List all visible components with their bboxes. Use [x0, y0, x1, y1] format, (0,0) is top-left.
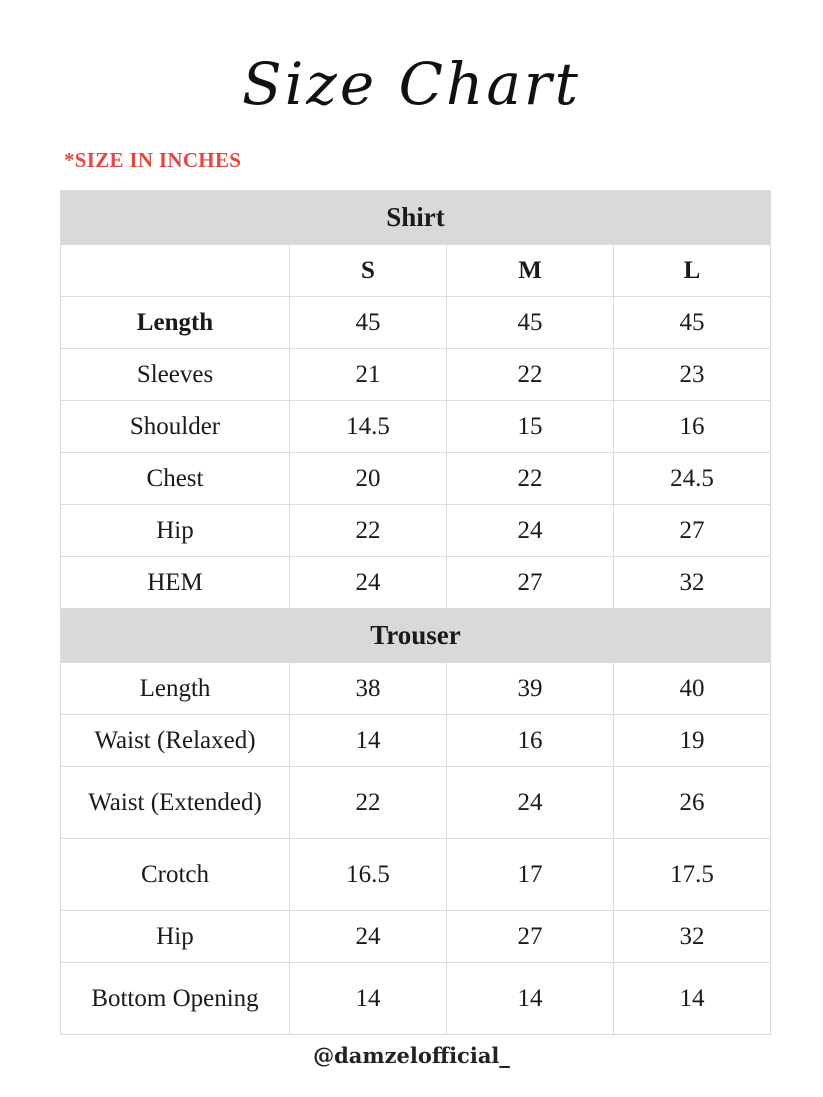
row-label: Bottom Opening [61, 963, 290, 1035]
cell-value: 22 [447, 453, 614, 505]
size-header-row [61, 245, 771, 297]
table-row [61, 349, 771, 401]
table-row [61, 453, 771, 505]
cell-value: 14 [614, 963, 771, 1035]
row-label: Shoulder [61, 401, 290, 453]
size-header-blank [61, 245, 290, 297]
row-label: Waist (Extended) [61, 767, 290, 839]
cell-value: 24.5 [614, 453, 771, 505]
cell-value: 32 [614, 557, 771, 609]
cell-value: 16 [447, 715, 614, 767]
table-row [61, 401, 771, 453]
row-label: Sleeves [61, 349, 290, 401]
brand-handle: @damzelofficial_ [313, 1043, 510, 1068]
cell-value: 14 [447, 963, 614, 1035]
cell-value: 45 [614, 297, 771, 349]
cell-value: 39 [447, 663, 614, 715]
cell-value: 27 [614, 505, 771, 557]
cell-value: 38 [290, 663, 447, 715]
cell-value: 14.5 [290, 401, 447, 453]
table-row [61, 839, 771, 911]
row-label: Length [61, 297, 290, 349]
size-header-s: S [290, 245, 447, 297]
cell-value: 15 [447, 401, 614, 453]
row-label: Hip [61, 911, 290, 963]
table-row [61, 297, 771, 349]
row-label: Chest [61, 453, 290, 505]
row-label: HEM [61, 557, 290, 609]
cell-value: 20 [290, 453, 447, 505]
row-label: Waist (Relaxed) [61, 715, 290, 767]
cell-value: 16 [614, 401, 771, 453]
section-title-shirt: Shirt [61, 191, 771, 245]
table-row [61, 715, 771, 767]
cell-value: 32 [614, 911, 771, 963]
cell-value: 27 [447, 557, 614, 609]
page-title: Size Chart [242, 50, 581, 118]
row-label: Length [61, 663, 290, 715]
cell-value: 45 [290, 297, 447, 349]
size-header-l: L [614, 245, 771, 297]
cell-value: 22 [290, 767, 447, 839]
cell-value: 27 [447, 911, 614, 963]
table-row [61, 663, 771, 715]
cell-value: 19 [614, 715, 771, 767]
cell-value: 17.5 [614, 839, 771, 911]
cell-value: 22 [290, 505, 447, 557]
table-row [61, 505, 771, 557]
cell-value: 26 [614, 767, 771, 839]
cell-value: 24 [447, 505, 614, 557]
cell-value: 24 [290, 911, 447, 963]
section-title-trouser: Trouser [61, 609, 771, 663]
size-table [60, 190, 771, 1035]
cell-value: 16.5 [290, 839, 447, 911]
unit-note: *SIZE IN INCHES [64, 148, 242, 172]
cell-value: 24 [290, 557, 447, 609]
size-header-m: M [447, 245, 614, 297]
cell-value: 17 [447, 839, 614, 911]
row-label: Hip [61, 505, 290, 557]
table-row [61, 767, 771, 839]
section-header-shirt [61, 191, 771, 245]
cell-value: 14 [290, 963, 447, 1035]
cell-value: 24 [447, 767, 614, 839]
table-row [61, 911, 771, 963]
cell-value: 45 [447, 297, 614, 349]
table-row [61, 557, 771, 609]
table-row [61, 963, 771, 1035]
section-header-trouser [61, 609, 771, 663]
cell-value: 21 [290, 349, 447, 401]
cell-value: 14 [290, 715, 447, 767]
cell-value: 40 [614, 663, 771, 715]
cell-value: 23 [614, 349, 771, 401]
cell-value: 22 [447, 349, 614, 401]
row-label: Crotch [61, 839, 290, 911]
